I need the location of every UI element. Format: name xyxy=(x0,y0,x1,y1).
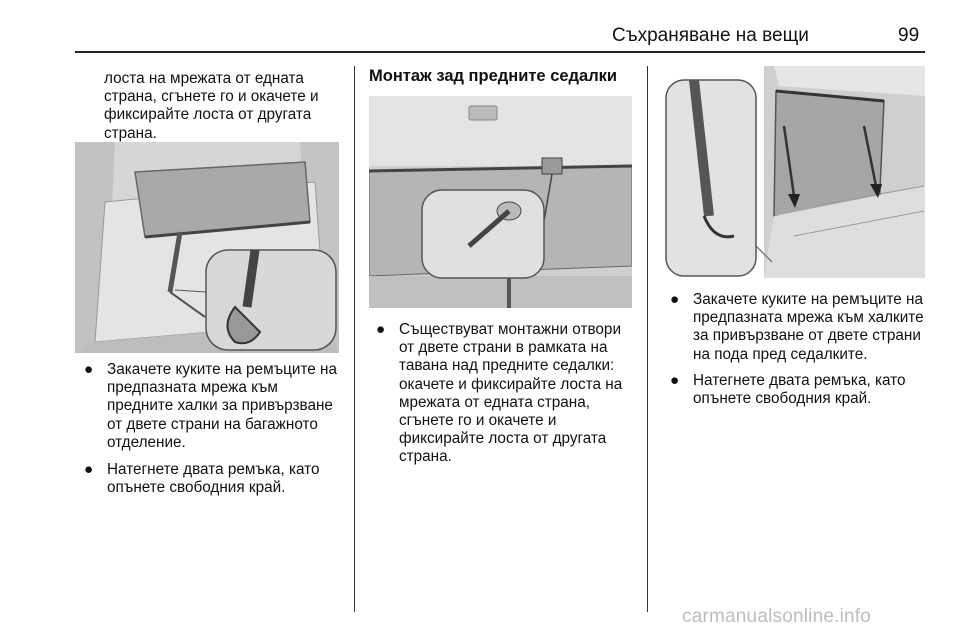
bullet-symbol: ● xyxy=(84,361,94,378)
page-header-title: Съхраняване на вещи xyxy=(612,25,809,46)
bullet-text: Закачете куките на ремъците на предпазната мрежа към предните халки за привързване от двете страни на багажното отделение. xyxy=(107,361,337,451)
cargo-net-rear-illustration xyxy=(75,142,339,353)
bullet-symbol: ● xyxy=(670,291,680,308)
list-item xyxy=(670,291,928,364)
bullet-symbol: ● xyxy=(376,321,386,338)
bullet-text: Натегнете двата ремъка, като опънете свободния край. xyxy=(107,461,320,497)
bullet-text: Закачете куките на ремъците на предпазната мрежа към халките за привързване от двете страни на пода пред седалките. xyxy=(693,291,924,363)
section-heading: Монтаж зад предните седалки xyxy=(369,67,618,85)
page-number: 99 xyxy=(898,25,920,46)
bullet-symbol: ● xyxy=(670,372,680,389)
cargo-net-floor-anchor-illustration xyxy=(664,66,925,278)
bullet-text: Съществуват монтажни отвори от двете страни в рамката на тавана над предните седалки: окачете и фиксирайте лоста на мрежата от едната страна, сгънете го и окачете и фиксирайте лоста от другата страна. xyxy=(399,321,623,466)
column-divider xyxy=(647,66,648,612)
column-divider xyxy=(354,66,355,612)
intro-paragraph: лоста на мрежата от едната страна, сгънете го и окачете и фиксирайте лоста от другата страна. xyxy=(104,70,319,142)
bullet-symbol: ● xyxy=(84,461,94,478)
header-rule xyxy=(75,51,925,53)
list-item xyxy=(670,372,928,408)
list-item xyxy=(376,321,634,467)
cargo-net-front-seat-mount-illustration xyxy=(369,96,632,308)
list-item xyxy=(84,361,346,452)
list-item xyxy=(84,461,346,497)
bullet-text: Натегнете двата ремъка, като опънете свободния край. xyxy=(693,372,906,408)
watermark: carmanualsonline.info xyxy=(682,606,872,627)
